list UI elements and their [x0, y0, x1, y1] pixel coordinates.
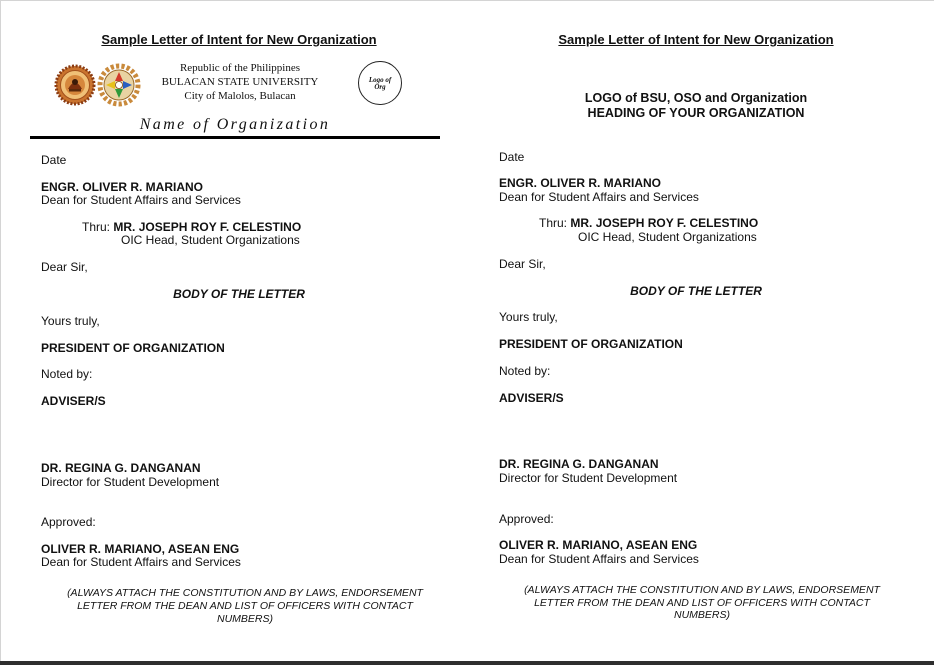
salutation: Dear Sir,	[499, 257, 546, 271]
organization-name: Name of Organization	[139, 116, 331, 133]
approver-title: Dean for Student Affairs and Services	[41, 555, 241, 569]
bottom-edge-bar	[0, 661, 934, 665]
thru-label: Thru:	[82, 220, 111, 234]
thru-label: Thru:	[539, 216, 568, 230]
letterhead-rule	[30, 136, 440, 139]
approver-name: OLIVER R. MARIANO, ASEAN ENG	[499, 538, 698, 552]
thru-line	[82, 220, 301, 234]
signatory: PRESIDENT OF ORGANIZATION	[499, 337, 683, 351]
letterhead-university: BULACAN STATE UNIVERSITY	[161, 76, 319, 88]
thru-name: MR. JOSEPH ROY F. CELESTINO	[113, 220, 302, 234]
thru-line	[539, 216, 758, 230]
adviser: ADVISER/S	[499, 391, 564, 405]
left-page-title: Sample Letter of Intent for New Organization	[101, 32, 377, 47]
director-name: DR. REGINA G. DANGANAN	[41, 461, 201, 475]
attachment-note-line: (ALWAYS ATTACH THE CONSTITUTION AND BY LAWS, ENDORSEMENT	[67, 587, 423, 599]
date-line: Date	[499, 150, 525, 164]
org-logo-text-line2: Org	[374, 83, 386, 91]
letterhead-republic: Republic of the Philippines	[179, 62, 301, 74]
addressee-title: Dean for Student Affairs and Services	[499, 190, 699, 204]
addressee-name: ENGR. OLIVER R. MARIANO	[499, 176, 662, 190]
noted-by-label: Noted by:	[499, 364, 551, 378]
thru-name: MR. JOSEPH ROY F. CELESTINO	[570, 216, 759, 230]
oso-gear-seal-icon	[97, 63, 141, 107]
bsu-seal-icon	[54, 64, 96, 106]
heading-placeholder-line2: HEADING OF YOUR ORGANIZATION	[587, 106, 805, 120]
date-line: Date	[41, 153, 67, 167]
closing: Yours truly,	[499, 310, 558, 324]
org-logo-text-line1: Logo of	[368, 76, 392, 84]
letter-body: BODY OF THE LETTER	[173, 287, 305, 301]
salutation: Dear Sir,	[41, 260, 88, 274]
attachment-note-line: (ALWAYS ATTACH THE CONSTITUTION AND BY LAWS, ENDORSEMENT	[524, 584, 880, 596]
approved-label: Approved:	[499, 512, 554, 526]
right-page-title: Sample Letter of Intent for New Organization	[558, 32, 834, 47]
attachment-note-line: NUMBERS)	[673, 609, 730, 621]
director-name: DR. REGINA G. DANGANAN	[499, 457, 659, 471]
approver-title: Dean for Student Affairs and Services	[499, 552, 699, 566]
heading-placeholder-line1: LOGO of BSU, OSO and Organization	[584, 91, 808, 105]
closing: Yours truly,	[41, 314, 100, 328]
approved-label: Approved:	[41, 515, 96, 529]
signatory: PRESIDENT OF ORGANIZATION	[41, 341, 225, 355]
letterhead-city: City of Malolos, Bulacan	[184, 90, 296, 102]
addressee-name: ENGR. OLIVER R. MARIANO	[41, 180, 204, 194]
adviser: ADVISER/S	[41, 394, 106, 408]
attachment-note-line: NUMBERS)	[216, 613, 273, 625]
thru-title: OIC Head, Student Organizations	[121, 233, 300, 247]
thru-title: OIC Head, Student Organizations	[578, 230, 757, 244]
director-title: Director for Student Development	[41, 475, 220, 489]
attachment-note-line: LETTER FROM THE DEAN AND LIST OF OFFICERS WITH CONTACT	[534, 597, 870, 609]
approver-name: OLIVER R. MARIANO, ASEAN ENG	[41, 542, 240, 556]
addressee-title: Dean for Student Affairs and Services	[41, 193, 241, 207]
org-logo-placeholder	[358, 61, 402, 105]
director-title: Director for Student Development	[499, 471, 678, 485]
letter-body: BODY OF THE LETTER	[630, 284, 762, 298]
attachment-note-line: LETTER FROM THE DEAN AND LIST OF OFFICERS WITH CONTACT	[77, 600, 413, 612]
noted-by-label: Noted by:	[41, 367, 93, 381]
